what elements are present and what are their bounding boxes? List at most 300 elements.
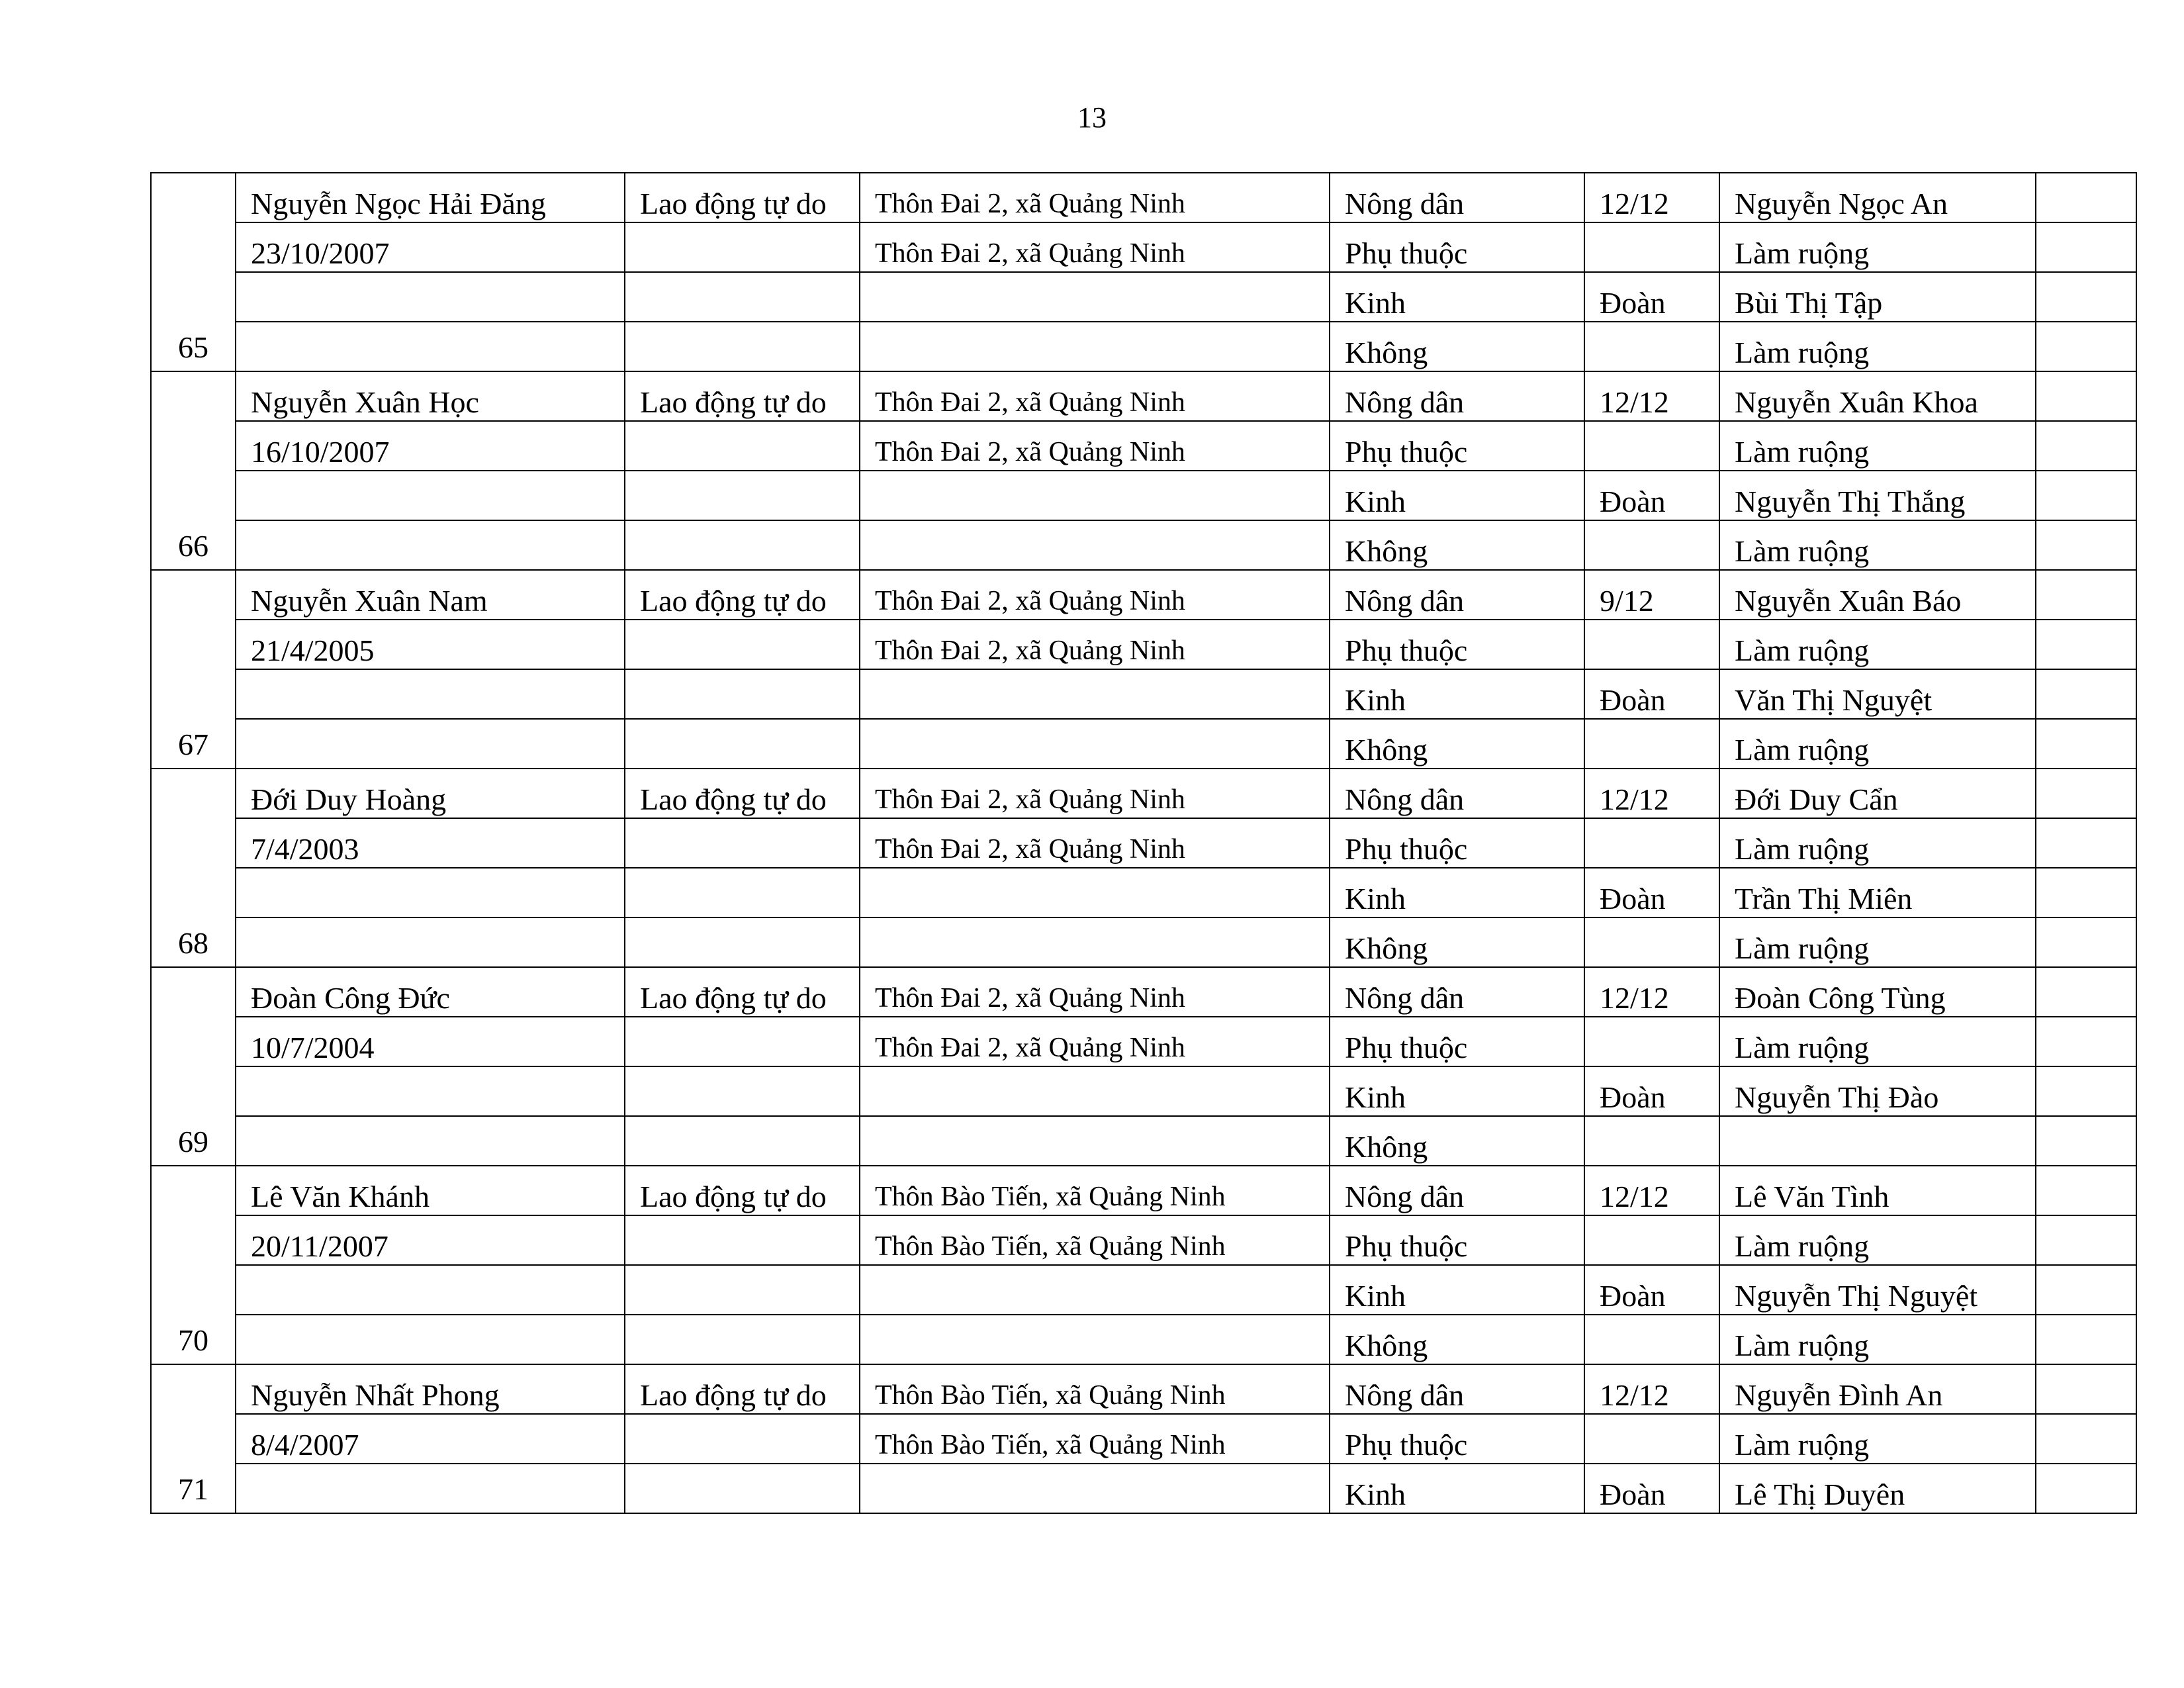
notes-cell	[2036, 669, 2136, 719]
table-row	[151, 1315, 2136, 1364]
parent-info-cell	[1719, 1414, 2036, 1464]
education-union-text: Đoàn	[1600, 286, 1666, 320]
name-dob-cell	[236, 967, 625, 1017]
parent-info-cell	[1719, 1215, 2036, 1265]
entry-number: 68	[178, 926, 208, 960]
address-text: Thôn Đai 2, xã Quảng Ninh	[875, 784, 1185, 815]
name-dob-text: 7/4/2003	[251, 832, 359, 866]
education-union-cell	[1584, 967, 1719, 1017]
class-ethnic-religion-cell	[1330, 967, 1584, 1017]
name-dob-cell	[236, 917, 625, 967]
address-cell	[860, 719, 1330, 769]
occupation-cell	[625, 917, 860, 967]
class-ethnic-religion-text: Nông dân	[1345, 385, 1465, 419]
address-cell	[860, 1364, 1330, 1414]
parent-info-text: Văn Thị Nguyệt	[1735, 683, 1933, 717]
class-ethnic-religion-text: Phụ thuộc	[1345, 832, 1468, 866]
education-union-text: 12/12	[1600, 1378, 1669, 1412]
notes-cell	[2036, 1215, 2136, 1265]
class-ethnic-religion-cell	[1330, 520, 1584, 570]
name-dob-text: Nguyễn Ngọc Hải Đăng	[251, 187, 546, 220]
entry-number: 65	[178, 330, 208, 364]
education-union-text: Đoàn	[1600, 1279, 1666, 1313]
entry-number-cell	[151, 570, 236, 769]
name-dob-text: 10/7/2004	[251, 1031, 375, 1064]
entry-number: 69	[178, 1125, 208, 1158]
entry-number-cell	[151, 371, 236, 570]
notes-cell	[2036, 1116, 2136, 1166]
education-union-cell	[1584, 1166, 1719, 1215]
class-ethnic-religion-cell	[1330, 868, 1584, 917]
entry-number-cell	[151, 967, 236, 1166]
name-dob-text: Nguyễn Nhất Phong	[251, 1378, 500, 1412]
notes-cell	[2036, 1166, 2136, 1215]
education-union-cell	[1584, 917, 1719, 967]
education-union-cell	[1584, 868, 1719, 917]
occupation-cell	[625, 1066, 860, 1116]
entry-number-cell	[151, 173, 236, 371]
name-dob-cell	[236, 1315, 625, 1364]
occupation-cell	[625, 173, 860, 222]
class-ethnic-religion-cell	[1330, 371, 1584, 421]
occupation-cell	[625, 620, 860, 669]
address-text: Thôn Đai 2, xã Quảng Ninh	[875, 1033, 1185, 1063]
class-ethnic-religion-text: Phụ thuộc	[1345, 1031, 1468, 1064]
class-ethnic-religion-text: Nông dân	[1345, 584, 1465, 618]
occupation-text: Lao động tự do	[640, 187, 827, 220]
name-dob-cell	[236, 1066, 625, 1116]
address-cell	[860, 520, 1330, 570]
class-ethnic-religion-text: Nông dân	[1345, 187, 1465, 220]
parent-info-cell	[1719, 272, 2036, 322]
notes-cell	[2036, 471, 2136, 520]
education-union-text: 12/12	[1600, 1180, 1669, 1213]
address-cell	[860, 322, 1330, 371]
education-union-cell	[1584, 719, 1719, 769]
notes-cell	[2036, 868, 2136, 917]
parent-info-text: Làm ruộng	[1735, 435, 1870, 469]
class-ethnic-religion-text: Phụ thuộc	[1345, 1229, 1468, 1263]
class-ethnic-religion-cell	[1330, 1066, 1584, 1116]
education-union-cell	[1584, 818, 1719, 868]
name-dob-cell	[236, 1215, 625, 1265]
table-row	[151, 669, 2136, 719]
parent-info-text: Đới Duy Cẩn	[1735, 782, 1898, 816]
parent-info-text: Làm ruộng	[1735, 236, 1870, 270]
table-row	[151, 222, 2136, 272]
occupation-cell	[625, 471, 860, 520]
occupation-cell	[625, 818, 860, 868]
occupation-text: Lao động tự do	[640, 1378, 827, 1412]
parent-info-cell	[1719, 868, 2036, 917]
name-dob-cell	[236, 371, 625, 421]
address-cell	[860, 173, 1330, 222]
table-row	[151, 1066, 2136, 1116]
education-union-cell	[1584, 421, 1719, 471]
address-cell	[860, 222, 1330, 272]
notes-cell	[2036, 421, 2136, 471]
table-row	[151, 1215, 2136, 1265]
class-ethnic-religion-text: Kinh	[1345, 485, 1406, 518]
parent-info-cell	[1719, 620, 2036, 669]
address-cell	[860, 1414, 1330, 1464]
parent-info-cell	[1719, 570, 2036, 620]
class-ethnic-religion-cell	[1330, 620, 1584, 669]
name-dob-text: Lê Văn Khánh	[251, 1180, 430, 1213]
table-row	[151, 471, 2136, 520]
name-dob-text: 16/10/2007	[251, 435, 390, 469]
parent-info-text: Bùi Thị Tập	[1735, 286, 1883, 320]
occupation-cell	[625, 322, 860, 371]
occupation-cell	[625, 1315, 860, 1364]
table-row	[151, 322, 2136, 371]
notes-cell	[2036, 917, 2136, 967]
name-dob-cell	[236, 1364, 625, 1414]
occupation-cell	[625, 1215, 860, 1265]
name-dob-cell	[236, 669, 625, 719]
class-ethnic-religion-text: Không	[1345, 931, 1428, 965]
address-text: Thôn Đai 2, xã Quảng Ninh	[875, 635, 1185, 666]
address-cell	[860, 818, 1330, 868]
name-dob-text: Đới Duy Hoàng	[251, 782, 447, 816]
address-text: Thôn Đai 2, xã Quảng Ninh	[875, 834, 1185, 865]
name-dob-text: Nguyễn Xuân Nam	[251, 584, 488, 618]
name-dob-cell	[236, 868, 625, 917]
class-ethnic-religion-text: Kinh	[1345, 1279, 1406, 1313]
parent-info-cell	[1719, 1166, 2036, 1215]
occupation-cell	[625, 1414, 860, 1464]
notes-cell	[2036, 371, 2136, 421]
education-union-cell	[1584, 1215, 1719, 1265]
table-row	[151, 421, 2136, 471]
table-row	[151, 620, 2136, 669]
table-row	[151, 1414, 2136, 1464]
occupation-cell	[625, 222, 860, 272]
name-dob-cell	[236, 272, 625, 322]
class-ethnic-religion-text: Kinh	[1345, 1477, 1406, 1511]
address-text: Thôn Bào Tiến, xã Quảng Ninh	[875, 1430, 1226, 1460]
parent-info-text: Trần Thị Miên	[1735, 882, 1913, 915]
class-ethnic-religion-cell	[1330, 1215, 1584, 1265]
address-cell	[860, 1017, 1330, 1066]
education-union-cell	[1584, 1414, 1719, 1464]
notes-cell	[2036, 1364, 2136, 1414]
address-text: Thôn Đai 2, xã Quảng Ninh	[875, 586, 1185, 616]
table-row	[151, 520, 2136, 570]
parent-info-cell	[1719, 1265, 2036, 1315]
entry-number-cell	[151, 1166, 236, 1364]
class-ethnic-religion-text: Nông dân	[1345, 782, 1465, 816]
class-ethnic-religion-text: Phụ thuộc	[1345, 435, 1468, 469]
education-union-text: Đoàn	[1600, 485, 1666, 518]
education-union-cell	[1584, 1066, 1719, 1116]
name-dob-text: Đoàn Công Đức	[251, 981, 450, 1015]
parent-info-cell	[1719, 173, 2036, 222]
address-cell	[860, 1464, 1330, 1513]
class-ethnic-religion-text: Không	[1345, 336, 1428, 369]
parent-info-text: Làm ruộng	[1735, 1329, 1870, 1362]
class-ethnic-religion-cell	[1330, 769, 1584, 818]
entry-number: 67	[178, 727, 208, 761]
education-union-text: Đoàn	[1600, 1080, 1666, 1114]
table-row	[151, 769, 2136, 818]
parent-info-cell	[1719, 322, 2036, 371]
address-text: Thôn Đai 2, xã Quảng Ninh	[875, 189, 1185, 219]
occupation-text: Lao động tự do	[640, 981, 827, 1015]
parent-info-text: Làm ruộng	[1735, 336, 1870, 369]
table-row	[151, 719, 2136, 769]
table-row	[151, 1116, 2136, 1166]
notes-cell	[2036, 222, 2136, 272]
address-cell	[860, 471, 1330, 520]
address-cell	[860, 868, 1330, 917]
name-dob-text: 23/10/2007	[251, 236, 390, 270]
name-dob-text: Nguyễn Xuân Học	[251, 385, 479, 419]
parent-info-text: Làm ruộng	[1735, 1428, 1870, 1462]
address-text: Thôn Đai 2, xã Quảng Ninh	[875, 238, 1185, 269]
parent-info-text: Lê Văn Tình	[1735, 1180, 1889, 1213]
class-ethnic-religion-cell	[1330, 1315, 1584, 1364]
parent-info-cell	[1719, 520, 2036, 570]
address-cell	[860, 917, 1330, 967]
occupation-text: Lao động tự do	[640, 1180, 827, 1213]
education-union-cell	[1584, 520, 1719, 570]
class-ethnic-religion-cell	[1330, 1265, 1584, 1315]
education-union-cell	[1584, 471, 1719, 520]
education-union-text: 12/12	[1600, 385, 1669, 419]
name-dob-cell	[236, 1464, 625, 1513]
parent-info-text: Nguyễn Ngọc An	[1735, 187, 1948, 220]
occupation-cell	[625, 1364, 860, 1414]
class-ethnic-religion-cell	[1330, 1414, 1584, 1464]
name-dob-cell	[236, 1166, 625, 1215]
name-dob-cell	[236, 471, 625, 520]
parent-info-cell	[1719, 222, 2036, 272]
name-dob-text: 20/11/2007	[251, 1229, 388, 1263]
address-cell	[860, 669, 1330, 719]
occupation-cell	[625, 719, 860, 769]
parent-info-cell	[1719, 1066, 2036, 1116]
parent-info-cell	[1719, 917, 2036, 967]
education-union-cell	[1584, 1116, 1719, 1166]
occupation-cell	[625, 570, 860, 620]
class-ethnic-religion-text: Phụ thuộc	[1345, 236, 1468, 270]
education-union-cell	[1584, 1464, 1719, 1513]
class-ethnic-religion-cell	[1330, 1464, 1584, 1513]
class-ethnic-religion-cell	[1330, 1364, 1584, 1414]
class-ethnic-religion-text: Không	[1345, 733, 1428, 767]
entry-number-cell	[151, 1364, 236, 1513]
address-cell	[860, 1166, 1330, 1215]
address-cell	[860, 1265, 1330, 1315]
education-union-cell	[1584, 570, 1719, 620]
parent-info-text: Làm ruộng	[1735, 931, 1870, 965]
entry-number-cell	[151, 769, 236, 967]
education-union-text: 12/12	[1600, 782, 1669, 816]
class-ethnic-religion-cell	[1330, 818, 1584, 868]
occupation-text: Lao động tự do	[640, 782, 827, 816]
education-union-cell	[1584, 1017, 1719, 1066]
parent-info-text: Làm ruộng	[1735, 534, 1870, 568]
occupation-cell	[625, 520, 860, 570]
name-dob-cell	[236, 620, 625, 669]
name-dob-cell	[236, 1017, 625, 1066]
parent-info-cell	[1719, 1464, 2036, 1513]
name-dob-cell	[236, 322, 625, 371]
occupation-cell	[625, 967, 860, 1017]
education-union-text: Đoàn	[1600, 882, 1666, 915]
class-ethnic-religion-cell	[1330, 1166, 1584, 1215]
notes-cell	[2036, 1066, 2136, 1116]
occupation-cell	[625, 1464, 860, 1513]
entry-number: 66	[178, 529, 208, 563]
class-ethnic-religion-text: Nông dân	[1345, 981, 1465, 1015]
class-ethnic-religion-cell	[1330, 719, 1584, 769]
education-union-text: 9/12	[1600, 584, 1654, 618]
roster-table	[150, 172, 2137, 1514]
class-ethnic-religion-cell	[1330, 471, 1584, 520]
occupation-text: Lao động tự do	[640, 385, 827, 419]
occupation-cell	[625, 1017, 860, 1066]
name-dob-cell	[236, 173, 625, 222]
address-text: Thôn Bào Tiến, xã Quảng Ninh	[875, 1380, 1226, 1411]
notes-cell	[2036, 1017, 2136, 1066]
table-row	[151, 868, 2136, 917]
education-union-cell	[1584, 769, 1719, 818]
class-ethnic-religion-cell	[1330, 173, 1584, 222]
education-union-text: 12/12	[1600, 187, 1669, 220]
notes-cell	[2036, 173, 2136, 222]
education-union-text: 12/12	[1600, 981, 1669, 1015]
parent-info-text: Làm ruộng	[1735, 832, 1870, 866]
name-dob-cell	[236, 719, 625, 769]
address-text: Thôn Đai 2, xã Quảng Ninh	[875, 437, 1185, 467]
class-ethnic-religion-cell	[1330, 1017, 1584, 1066]
class-ethnic-religion-text: Kinh	[1345, 683, 1406, 717]
occupation-cell	[625, 769, 860, 818]
table-row	[151, 1364, 2136, 1414]
address-cell	[860, 1066, 1330, 1116]
education-union-cell	[1584, 322, 1719, 371]
name-dob-cell	[236, 520, 625, 570]
parent-info-text: Nguyễn Thị Nguyệt	[1735, 1279, 1978, 1313]
name-dob-cell	[236, 222, 625, 272]
parent-info-text: Nguyễn Đình An	[1735, 1378, 1943, 1412]
table-row	[151, 1166, 2136, 1215]
education-union-cell	[1584, 222, 1719, 272]
address-text: Thôn Đai 2, xã Quảng Ninh	[875, 983, 1185, 1013]
occupation-cell	[625, 868, 860, 917]
table-row	[151, 272, 2136, 322]
name-dob-cell	[236, 421, 625, 471]
parent-info-cell	[1719, 471, 2036, 520]
address-cell	[860, 570, 1330, 620]
class-ethnic-religion-cell	[1330, 272, 1584, 322]
occupation-cell	[625, 421, 860, 471]
parent-info-text: Lê Thị Duyên	[1735, 1477, 1905, 1511]
parent-info-cell	[1719, 818, 2036, 868]
address-text: Thôn Bào Tiến, xã Quảng Ninh	[875, 1182, 1226, 1212]
occupation-cell	[625, 1166, 860, 1215]
parent-info-cell	[1719, 1017, 2036, 1066]
notes-cell	[2036, 1265, 2136, 1315]
name-dob-cell	[236, 1116, 625, 1166]
parent-info-text: Làm ruộng	[1735, 733, 1870, 767]
notes-cell	[2036, 719, 2136, 769]
parent-info-cell	[1719, 1116, 2036, 1166]
education-union-cell	[1584, 620, 1719, 669]
notes-cell	[2036, 1464, 2136, 1513]
address-cell	[860, 967, 1330, 1017]
class-ethnic-religion-text: Kinh	[1345, 882, 1406, 915]
notes-cell	[2036, 570, 2136, 620]
education-union-cell	[1584, 1265, 1719, 1315]
education-union-text: Đoàn	[1600, 683, 1666, 717]
notes-cell	[2036, 967, 2136, 1017]
parent-info-text: Nguyễn Thị Đào	[1735, 1080, 1939, 1114]
table-row	[151, 570, 2136, 620]
parent-info-cell	[1719, 1315, 2036, 1364]
education-union-cell	[1584, 173, 1719, 222]
class-ethnic-religion-text: Nông dân	[1345, 1180, 1465, 1213]
education-union-cell	[1584, 669, 1719, 719]
parent-info-text: Nguyễn Xuân Báo	[1735, 584, 1962, 618]
name-dob-text: 21/4/2005	[251, 633, 375, 667]
notes-cell	[2036, 1315, 2136, 1364]
notes-cell	[2036, 769, 2136, 818]
address-cell	[860, 371, 1330, 421]
address-text: Thôn Bào Tiến, xã Quảng Ninh	[875, 1231, 1226, 1262]
table-row	[151, 967, 2136, 1017]
occupation-cell	[625, 669, 860, 719]
table-row	[151, 917, 2136, 967]
class-ethnic-religion-cell	[1330, 421, 1584, 471]
parent-info-text: Đoàn Công Tùng	[1735, 981, 1946, 1015]
education-union-cell	[1584, 1315, 1719, 1364]
notes-cell	[2036, 1414, 2136, 1464]
parent-info-cell	[1719, 769, 2036, 818]
entry-number: 71	[178, 1472, 208, 1506]
class-ethnic-religion-text: Không	[1345, 1329, 1428, 1362]
education-union-cell	[1584, 272, 1719, 322]
class-ethnic-religion-cell	[1330, 917, 1584, 967]
class-ethnic-religion-cell	[1330, 570, 1584, 620]
parent-info-cell	[1719, 669, 2036, 719]
page-number: 13	[1077, 101, 1107, 134]
address-cell	[860, 1116, 1330, 1166]
name-dob-cell	[236, 570, 625, 620]
address-cell	[860, 421, 1330, 471]
parent-info-text: Nguyễn Thị Thắng	[1735, 485, 1966, 518]
name-dob-cell	[236, 769, 625, 818]
class-ethnic-religion-cell	[1330, 222, 1584, 272]
table-row	[151, 173, 2136, 222]
class-ethnic-religion-cell	[1330, 1116, 1584, 1166]
notes-cell	[2036, 322, 2136, 371]
table-row	[151, 818, 2136, 868]
table-row	[151, 371, 2136, 421]
notes-cell	[2036, 818, 2136, 868]
table-row	[151, 1464, 2136, 1513]
class-ethnic-religion-cell	[1330, 669, 1584, 719]
name-dob-text: 8/4/2007	[251, 1428, 359, 1462]
parent-info-cell	[1719, 967, 2036, 1017]
parent-info-cell	[1719, 421, 2036, 471]
occupation-cell	[625, 1116, 860, 1166]
occupation-cell	[625, 272, 860, 322]
class-ethnic-religion-text: Không	[1345, 534, 1428, 568]
name-dob-cell	[236, 818, 625, 868]
